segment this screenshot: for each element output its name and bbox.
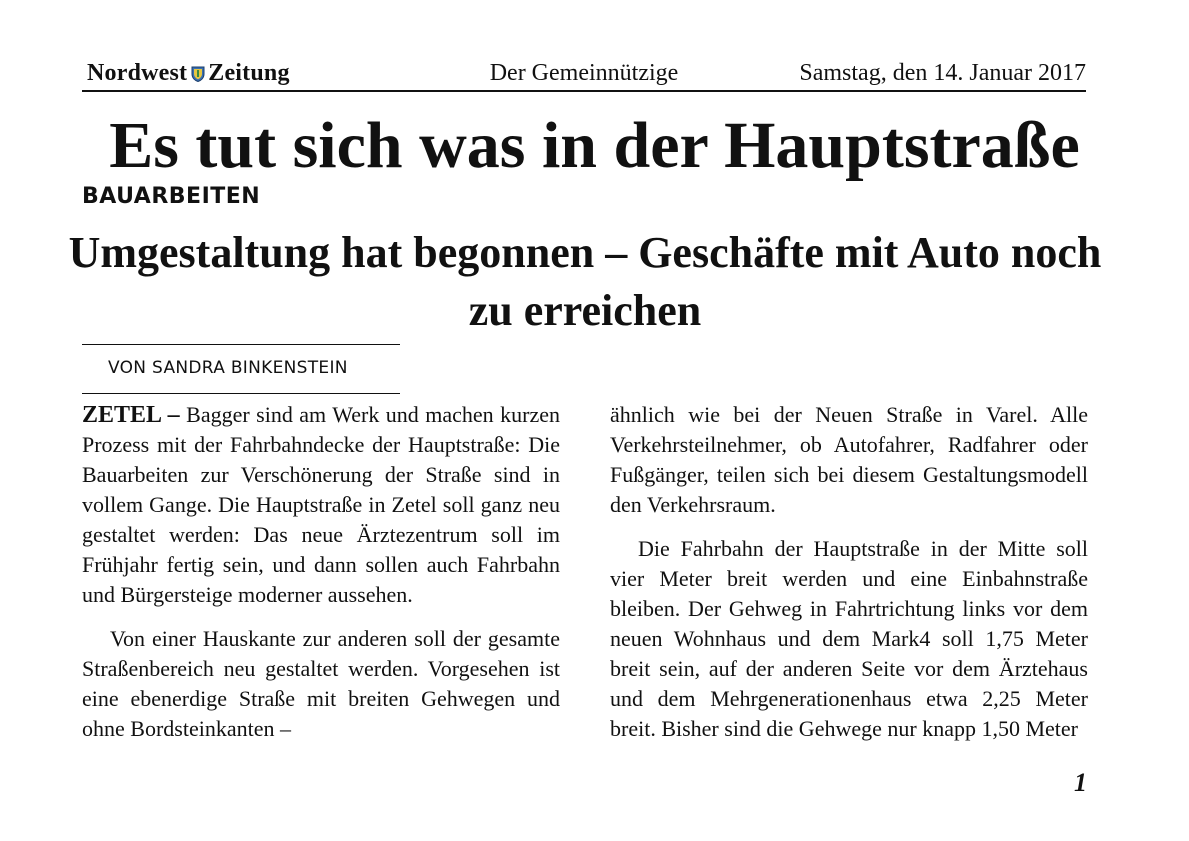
byline: VON SANDRA BINKENSTEIN <box>108 358 348 378</box>
issue-date: Samstag, den 14. Januar 2017 <box>799 60 1086 86</box>
dateline: ZETEL – <box>82 402 180 428</box>
byline-box <box>82 344 400 394</box>
paragraph-text: Bagger sind am Werk und machen kurzen Prozess mit der Fahrbahndecke der Hauptstraße: Die Bauarbeiten zur Verschönerung der Straße sind in vollem Gange. Die Hauptstraße in Zetel soll ganz neu gestaltet werden: Das neue Ärztezentrum soll im Frühjahr fertig sein, und dann sollen auch Fahrbahn und Bürgersteige moderner aussehen. <box>82 402 560 607</box>
kicker: BAUARBEITEN <box>82 184 261 209</box>
newspaper-name-part1: Nordwest <box>87 60 188 86</box>
paragraph: Die Fahrbahn der Hauptstraße in der Mitte soll vier Meter breit werden und eine Einbahnstraße bleiben. Der Gehweg in Fahrtrichtung links vor dem neuen Wohnhaus und dem Mark4 soll 1,75 Meter breit sein, auf der anderen Seite vor dem Ärztehaus und dem Mehrgenerationenhaus etwa 2,25 Meter breit. Bisher sind die Gehwege nur knapp 1,50 Meter <box>610 536 1088 741</box>
paragraph: Von einer Hauskante zur anderen soll der gesamte Straßenbereich neu gestaltet werden. Vorgesehen ist eine ebenerdige Straße mit breiten Gehwegen und ohne Bordsteinkanten – <box>82 626 560 741</box>
supplement-title: Der Gemeinnützige <box>489 60 679 86</box>
headline: Es tut sich was in der Hauptstraße <box>109 109 1080 182</box>
paragraph: ähnlich wie bei der Neuen Straße in Varel. Alle Verkehrsteilnehmer, ob Autofahrer, Radfahrer oder Fußgänger, teilen sich bei diesem Gestaltungsmodell den Verkehrsraum. <box>610 402 1088 517</box>
subheadline: Umgestaltung hat begonnen – Geschäfte mit Auto noch zu erreichen <box>68 228 1102 335</box>
newspaper-name-part2: Zeitung <box>208 60 290 86</box>
article-column-2 <box>610 400 1088 758</box>
paragraph <box>82 400 560 610</box>
page-number: 1 <box>1074 768 1087 797</box>
masthead <box>82 56 1086 92</box>
article-column-1 <box>82 400 560 758</box>
